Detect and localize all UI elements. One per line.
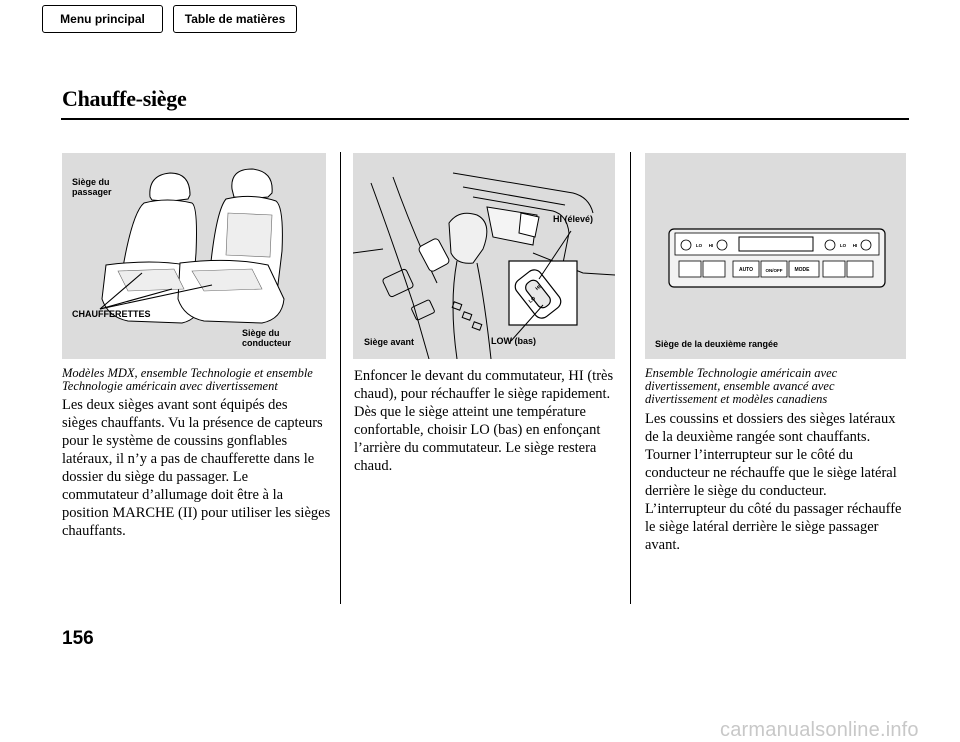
rear-right-hi-text: HI bbox=[852, 243, 858, 248]
low-label: LOW (bas) bbox=[491, 336, 536, 346]
front-seat-label: Siège avant bbox=[364, 337, 415, 347]
watermark: carmanualsonline.info bbox=[720, 719, 919, 741]
page-title: Chauffe-siège bbox=[62, 86, 187, 111]
rear-auto-button-text: AUTO bbox=[738, 267, 754, 273]
driver-seat-label: Siège du conducteur bbox=[242, 328, 292, 348]
column1-body-text: Les deux sièges avant sont équipés des sièges chauffants. Vu la présence de capteurs pour le système de coussins gonflables latéraux, il n’y a pas de chaufferette dans le dossier du siège du passager. Le commutateur d’allumage doit être à la position MARCHE (II) pour utiliser les sièges chauffants. bbox=[62, 397, 331, 539]
rear-onoff-button-text: ON/OFF bbox=[765, 268, 783, 273]
console-switch-illustration bbox=[353, 153, 615, 359]
passenger-seat-label: Siège du passager bbox=[72, 177, 112, 197]
rear-right-lo-text: LO bbox=[839, 243, 847, 248]
main-menu-button[interactable]: Menu principal bbox=[42, 5, 163, 33]
column3-body-text: Les coussins et dossiers des sièges latéraux de la deuxième rangée sont chauffants. Tourner l’interrupteur sur le côté du conducteur ne réchauffe que le siège latéral derrière le siège du conducteur. L’interrupteur du côté du passager réchauffe le siège latéral derrière le siège passager avant. bbox=[645, 411, 902, 553]
column-divider bbox=[340, 152, 341, 604]
seat-heaters-label: CHAUFFERETTES bbox=[72, 309, 151, 319]
hi-high-label: HI (élevé) bbox=[553, 214, 594, 224]
page-number: 156 bbox=[62, 628, 94, 649]
console-drawing bbox=[353, 153, 615, 359]
column-divider bbox=[630, 152, 631, 604]
second-row-seat-label: Siège de la deuxième rangée bbox=[655, 339, 779, 349]
rear-panel-drawing bbox=[645, 153, 906, 359]
title-divider bbox=[61, 118, 909, 120]
column3-caption: Ensemble Technologie américain avec divertissement, ensemble avancé avec divertissement et modèles canadiens bbox=[645, 366, 838, 406]
front-seats-illustration bbox=[62, 153, 326, 359]
rear-left-lo-text: LO bbox=[695, 243, 703, 248]
rear-panel-illustration bbox=[645, 153, 906, 359]
rear-mode-button-text: MODE bbox=[794, 267, 810, 273]
switch-hi-text: HI bbox=[534, 284, 543, 293]
rear-left-hi-text: HI bbox=[708, 243, 714, 248]
column1-caption: Modèles MDX, ensemble Technologie et ensemble Technologie américain avec divertissement bbox=[62, 366, 313, 393]
switch-lo-text: LO bbox=[527, 295, 537, 305]
column2-body-text: Enfoncer le devant du commutateur, HI (très chaud), pour réchauffer le siège rapidement. Dès que le siège atteint une température confortable, choisir LO (bas) en enfonçant l’arrière du commutateur. Le siège restera chaud. bbox=[354, 368, 614, 474]
table-of-contents-button[interactable]: Table de matières bbox=[173, 5, 297, 33]
